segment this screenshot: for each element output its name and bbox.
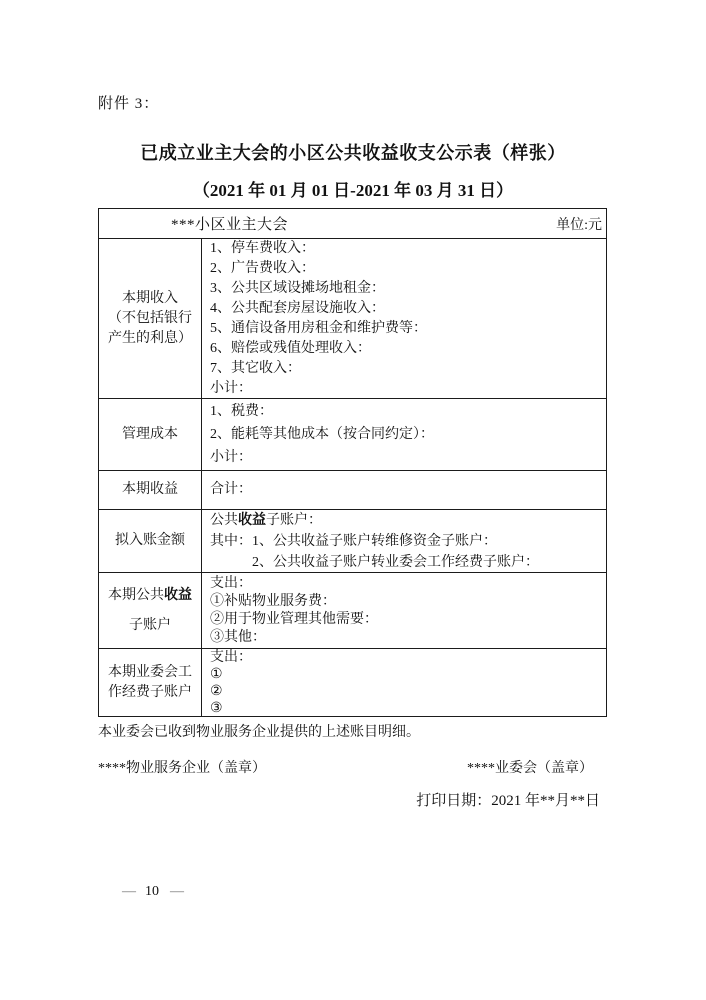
table-line: 6、赔偿或残值处理收入： [210, 340, 371, 356]
table-row [99, 509, 606, 572]
table-row [99, 398, 606, 470]
table-line: 本期收益 [122, 482, 178, 497]
table-line: 4、公共配套房屋设施收入： [210, 300, 385, 316]
table-line: 1、停车费收入： [210, 240, 315, 256]
table-line: 公共收益子账户： [210, 512, 322, 528]
signature-property-company: ****物业服务企业（盖章） [98, 761, 266, 776]
page-title: 已成立业主大会的小区公共收益收支公示表（样张） [140, 143, 566, 163]
table-line: 作经费子账户 [108, 684, 192, 700]
table-line: 本期收入 [122, 290, 178, 306]
table-line: 5、通信设备用房租金和维护费等： [210, 320, 427, 336]
table-row [99, 572, 606, 648]
page-number [122, 884, 182, 900]
table-line: ②用于物业管理其他需要： [210, 611, 378, 627]
row-content-cell [202, 471, 606, 509]
table-line: ③其他： [210, 629, 266, 645]
table-line: ① [210, 666, 223, 682]
row-content-cell [202, 573, 606, 648]
table-line: 本期公共收益 [108, 587, 192, 603]
income-expense-disclosure-table [98, 208, 607, 717]
page-number-dash-right: — [170, 884, 182, 899]
row-content-cell [202, 649, 606, 716]
table-line: 产生的利息） [108, 330, 192, 346]
table-row [99, 238, 606, 398]
table-line: 本期业委会工 [108, 664, 192, 680]
row-label-cell [99, 573, 202, 648]
table-line: 支出： [210, 575, 252, 591]
row-label-cell [99, 649, 202, 716]
row-label-cell [99, 239, 202, 398]
row-label-cell [99, 399, 202, 470]
table-header-row [99, 209, 606, 238]
row-label-cell [99, 471, 202, 509]
table-line: 子账户 [129, 617, 171, 633]
table-line: 7、其它收入： [210, 360, 301, 376]
table-header-unit: 单位:元 [556, 217, 602, 233]
date-range-subtitle: （2021 年 01 月 01 日-2021 年 03 月 31 日） [192, 181, 514, 200]
page-number-dash-left: — [122, 884, 134, 899]
table-line: 小计： [210, 450, 252, 465]
signature-owners-committee: ****业委会（盖章） [467, 761, 593, 776]
table-line: 小计： [210, 380, 252, 396]
table-row [99, 648, 606, 716]
page-number-value: 10 [145, 884, 159, 899]
table-row [99, 470, 606, 509]
row-label-cell [99, 510, 202, 572]
table-line: 2、能耗等其他成本（按合同约定）： [210, 427, 434, 442]
table-line: 其中：1、公共收益子账户转维修资金子账户： [210, 533, 497, 549]
row-content-cell [202, 399, 606, 470]
row-content-cell [202, 510, 606, 572]
table-line: 合计： [210, 482, 252, 497]
table-line: 2、广告费收入： [210, 260, 315, 276]
table-line: 支出： [210, 649, 252, 665]
table-line: ①补贴物业服务费： [210, 593, 336, 609]
signature-row [98, 757, 607, 777]
footer-note: 本业委会已收到物业服务企业提供的上述账目明细。 [98, 725, 420, 740]
table-line: 2、公共收益子账户转业委会工作经费子账户： [210, 554, 539, 570]
table-body [99, 238, 606, 716]
row-content-cell [202, 239, 606, 398]
attachment-label: 附件 3： [98, 96, 160, 112]
table-line: ② [210, 683, 223, 699]
table-line: 管理成本 [122, 426, 178, 442]
table-line: 拟入账金额 [115, 533, 185, 548]
table-line: （不包括银行 [108, 310, 192, 326]
table-line: ③ [210, 700, 223, 716]
print-date: 打印日期：2021 年**月**日 [416, 793, 600, 809]
table-line: 3、公共区域设摊场地租金： [210, 280, 385, 296]
table-header-title: ***小区业主大会 [171, 217, 289, 233]
table-line: 1、税费： [210, 404, 273, 419]
